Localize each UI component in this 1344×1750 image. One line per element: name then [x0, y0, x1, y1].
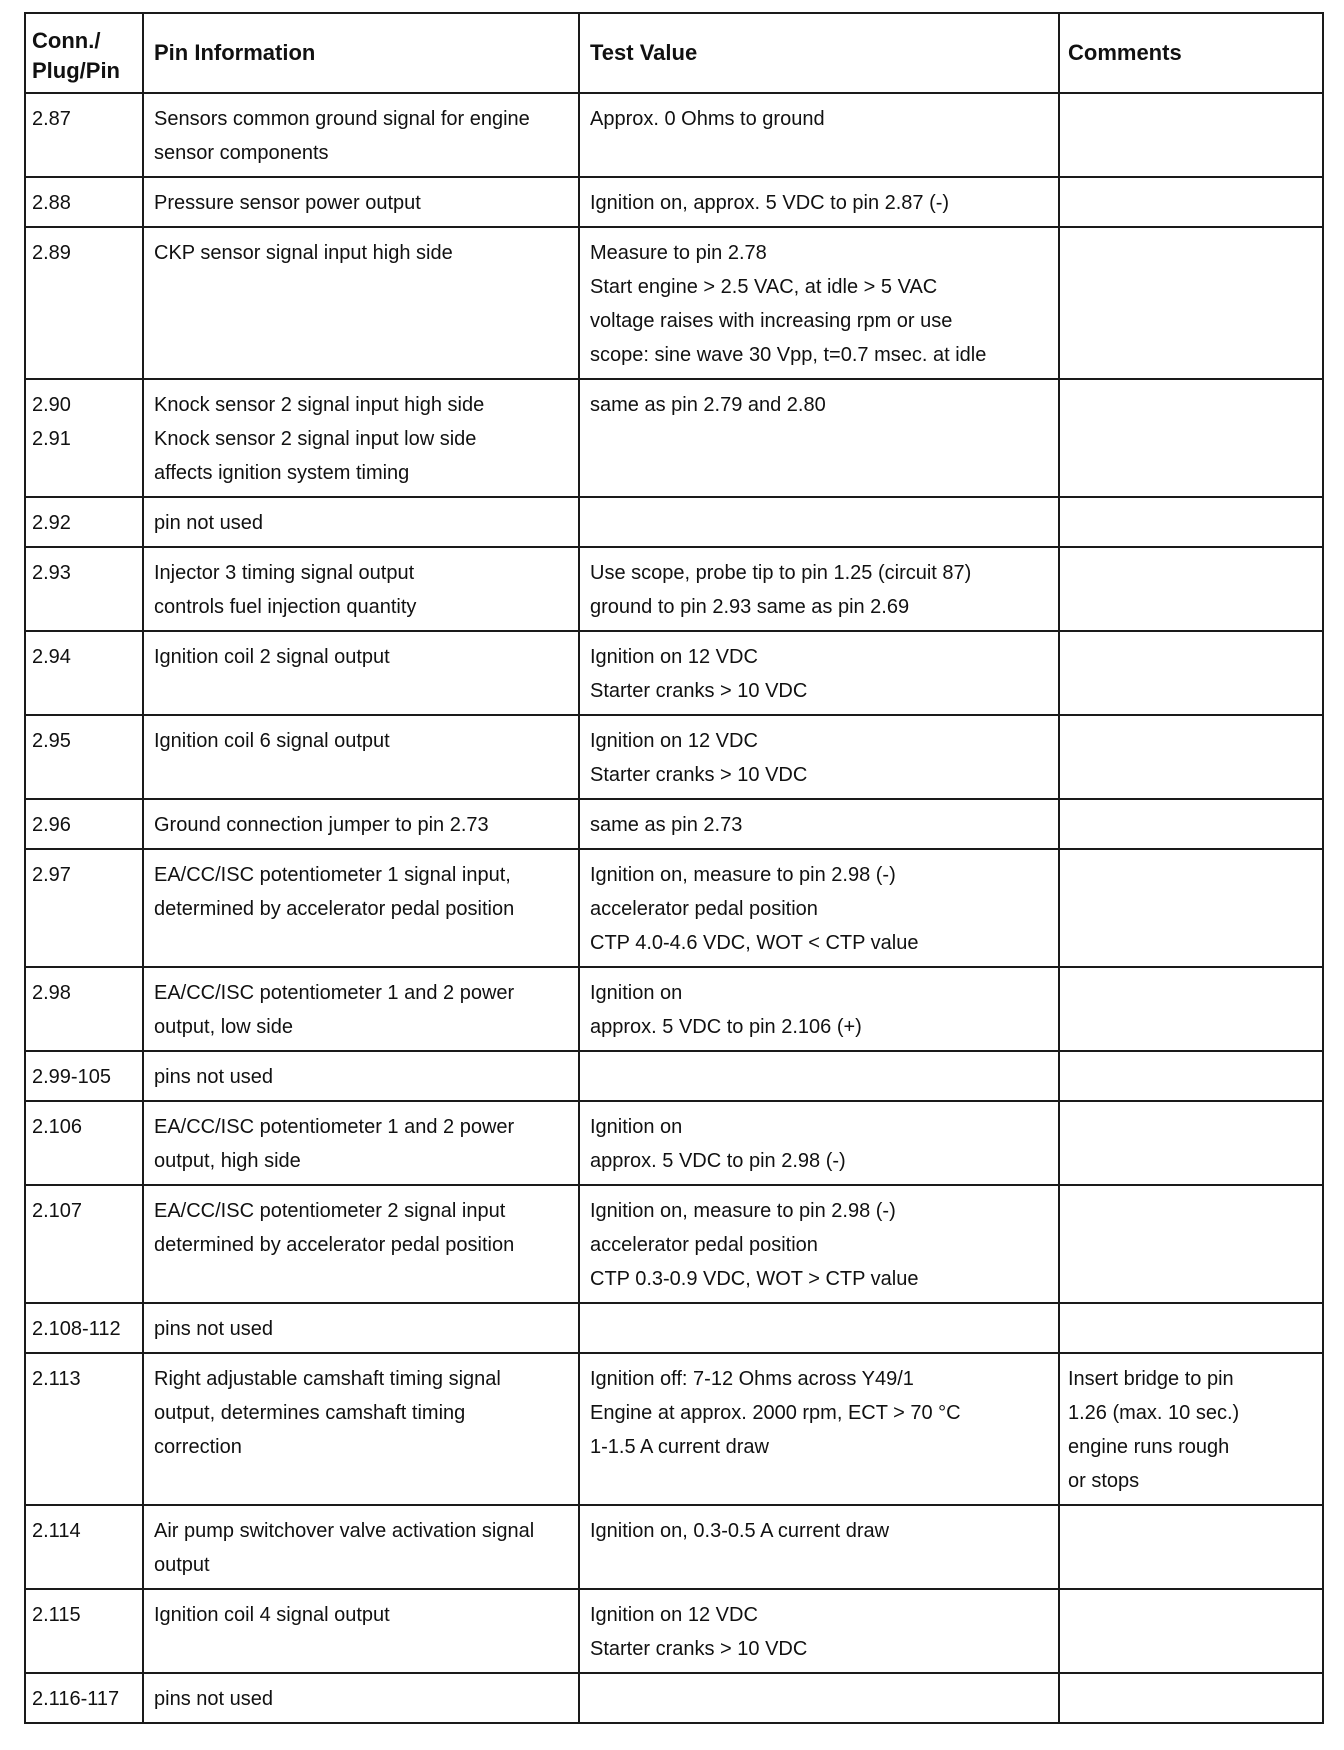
pin-cell	[25, 93, 143, 177]
test-value-cell-line: same as pin 2.73	[590, 814, 743, 836]
pin-info-cell-line: sensor components	[154, 142, 329, 164]
test-value-cell	[579, 1673, 1059, 1723]
pin-cell-line: 2.98	[32, 982, 71, 1004]
pin-info-cell-line: Knock sensor 2 signal input high side	[154, 394, 485, 416]
pin-cell-line: 2.96	[32, 814, 71, 836]
pin-info-cell	[143, 1303, 579, 1353]
header-conn-line-2: Plug/Pin	[32, 58, 120, 83]
pin-info-cell	[143, 799, 579, 849]
pin-cell	[25, 227, 143, 379]
pin-cell-line: 2.94	[32, 646, 71, 668]
pin-info-cell-line: Ignition coil 4 signal output	[154, 1604, 390, 1626]
table-row	[25, 849, 1323, 967]
pin-info-cell-line: pins not used	[154, 1688, 273, 1710]
pin-info-cell-line: EA/CC/ISC potentiometer 1 and 2 power	[154, 982, 515, 1004]
pin-info-cell	[143, 547, 579, 631]
comments-cell	[1059, 227, 1323, 379]
pin-info-cell	[143, 1353, 579, 1505]
test-value-cell-line: approx. 5 VDC to pin 2.98 (-)	[590, 1150, 846, 1172]
pin-info-cell-line: Pressure sensor power output	[154, 192, 421, 214]
table-row	[25, 631, 1323, 715]
table-row	[25, 1185, 1323, 1303]
pin-cell-line: 2.97	[32, 864, 71, 886]
pin-cell	[25, 715, 143, 799]
table-row	[25, 1051, 1323, 1101]
test-value-cell-line: CTP 0.3-0.9 VDC, WOT > CTP value	[590, 1268, 919, 1290]
pin-cell-line: 2.113	[32, 1368, 81, 1390]
comments-cell	[1059, 1101, 1323, 1185]
comments-cell	[1059, 631, 1323, 715]
pin-info-cell-line: pin not used	[154, 512, 263, 534]
comments-cell	[1059, 1185, 1323, 1303]
table-row	[25, 1353, 1323, 1505]
table-row	[25, 715, 1323, 799]
pin-info-cell-line: CKP sensor signal input high side	[154, 242, 453, 264]
test-value-cell-line: Ignition on, 0.3-0.5 A current draw	[590, 1520, 890, 1542]
header-conn-line-1: Conn./	[32, 28, 101, 53]
test-value-cell	[579, 631, 1059, 715]
pin-cell-line: 2.92	[32, 512, 71, 534]
comments-cell	[1059, 93, 1323, 177]
test-value-cell-line: accelerator pedal position	[590, 898, 818, 920]
comments-cell	[1059, 379, 1323, 497]
table-row	[25, 1303, 1323, 1353]
pin-cell-line: 2.116-117	[32, 1688, 120, 1710]
test-value-cell	[579, 1303, 1059, 1353]
pin-info-cell	[143, 631, 579, 715]
table-header-row	[25, 13, 1323, 93]
pin-cell	[25, 631, 143, 715]
pin-info-cell-line: determined by accelerator pedal position	[154, 898, 515, 920]
comments-cell-line: Insert bridge to pin	[1068, 1368, 1234, 1390]
comments-cell	[1059, 849, 1323, 967]
pin-cell-line: 2.87	[32, 108, 71, 130]
pin-cell	[25, 497, 143, 547]
test-value-cell	[579, 379, 1059, 497]
pin-info-cell-line: Air pump switchover valve activation signal	[154, 1520, 535, 1542]
column-header-comments	[1059, 13, 1323, 93]
pin-info-cell-line: EA/CC/ISC potentiometer 1 and 2 power	[154, 1116, 515, 1138]
test-value-cell	[579, 849, 1059, 967]
pin-info-cell-line: Knock sensor 2 signal input low side	[154, 428, 477, 450]
test-value-cell	[579, 227, 1059, 379]
header-comments-label: Comments	[1068, 40, 1182, 65]
test-value-cell	[579, 1051, 1059, 1101]
column-header-conn-plug-pin	[25, 13, 143, 93]
test-value-cell	[579, 1589, 1059, 1673]
test-value-cell-line: Starter cranks > 10 VDC	[590, 680, 808, 702]
pin-cell-line: 2.115	[32, 1604, 81, 1626]
table-row	[25, 497, 1323, 547]
test-value-cell-line: ground to pin 2.93 same as pin 2.69	[590, 596, 910, 618]
pin-cell-line: 2.93	[32, 562, 71, 584]
pin-info-cell	[143, 1185, 579, 1303]
pin-info-cell	[143, 379, 579, 497]
test-value-cell	[579, 715, 1059, 799]
test-value-cell-line: scope: sine wave 30 Vpp, t=0.7 msec. at idle	[590, 344, 987, 366]
pin-cell-line: 2.99-105	[32, 1066, 111, 1088]
test-value-cell	[579, 1101, 1059, 1185]
pin-info-cell	[143, 967, 579, 1051]
pin-cell-line: 2.107	[32, 1200, 83, 1222]
pin-cell-line: 2.89	[32, 242, 71, 264]
table-row	[25, 177, 1323, 227]
table-row	[25, 93, 1323, 177]
table-row	[25, 1505, 1323, 1589]
pin-info-cell-line: output	[154, 1554, 210, 1576]
test-value-cell-line: Ignition on 12 VDC	[590, 1604, 758, 1626]
pin-info-cell	[143, 1101, 579, 1185]
test-value-cell-line: Approx. 0 Ohms to ground	[590, 108, 825, 130]
pin-info-cell	[143, 1505, 579, 1589]
test-value-cell-line: Start engine > 2.5 VAC, at idle > 5 VAC	[590, 276, 938, 298]
pin-cell-line: 2.95	[32, 730, 71, 752]
pin-cell-line: 2.88	[32, 192, 71, 214]
test-value-cell	[579, 1505, 1059, 1589]
test-value-cell-line: Ignition on 12 VDC	[590, 646, 758, 668]
pin-info-cell-line: Right adjustable camshaft timing signal	[154, 1368, 501, 1390]
test-value-cell	[579, 547, 1059, 631]
pin-info-cell-line: pins not used	[154, 1318, 273, 1340]
test-value-cell	[579, 177, 1059, 227]
table-row	[25, 547, 1323, 631]
pin-info-cell-line: output, determines camshaft timing	[154, 1402, 466, 1424]
pin-info-cell	[143, 227, 579, 379]
comments-cell	[1059, 1505, 1323, 1589]
pin-info-cell-line: Ignition coil 2 signal output	[154, 646, 390, 668]
comments-cell	[1059, 1051, 1323, 1101]
test-value-cell-line: Starter cranks > 10 VDC	[590, 1638, 808, 1660]
pin-info-cell-line: Ground connection jumper to pin 2.73	[154, 814, 489, 836]
pin-info-cell	[143, 1589, 579, 1673]
column-header-test-value	[579, 13, 1059, 93]
comments-cell	[1059, 547, 1323, 631]
pin-info-cell	[143, 715, 579, 799]
pin-info-cell-line: controls fuel injection quantity	[154, 596, 417, 618]
pin-information-table	[24, 12, 1324, 1724]
test-value-cell-line: same as pin 2.79 and 2.80	[590, 394, 826, 416]
pin-cell-line: 2.108-112	[32, 1318, 121, 1340]
test-value-cell-line: Ignition off: 7-12 Ohms across Y49/1	[590, 1368, 914, 1390]
comments-cell	[1059, 715, 1323, 799]
test-value-cell-line: accelerator pedal position	[590, 1234, 818, 1256]
test-value-cell	[579, 967, 1059, 1051]
comments-cell	[1059, 1589, 1323, 1673]
pin-info-cell-line: Ignition coil 6 signal output	[154, 730, 390, 752]
test-value-cell	[579, 1353, 1059, 1505]
pin-cell	[25, 799, 143, 849]
header-test-value-label: Test Value	[590, 40, 698, 65]
header-pin-info-label: Pin Information	[154, 40, 316, 65]
pin-cell	[25, 1051, 143, 1101]
pin-info-cell-line: Sensors common ground signal for engine	[154, 108, 530, 130]
comments-cell	[1059, 799, 1323, 849]
test-value-cell-line: Ignition on, measure to pin 2.98 (-)	[590, 1200, 896, 1222]
test-value-cell-line: Ignition on, measure to pin 2.98 (-)	[590, 864, 896, 886]
pin-cell	[25, 1303, 143, 1353]
pin-info-cell-line: EA/CC/ISC potentiometer 2 signal input	[154, 1200, 506, 1222]
table-row	[25, 1589, 1323, 1673]
comments-cell	[1059, 1303, 1323, 1353]
pin-info-cell	[143, 1673, 579, 1723]
test-value-cell-line: Ignition on	[590, 1116, 683, 1138]
table-row	[25, 967, 1323, 1051]
pin-cell	[25, 379, 143, 497]
table-row	[25, 379, 1323, 497]
test-value-cell-line: Starter cranks > 10 VDC	[590, 764, 808, 786]
test-value-cell-line: Engine at approx. 2000 rpm, ECT > 70 °C	[590, 1402, 961, 1424]
pin-cell-line: 2.114	[32, 1520, 81, 1542]
pin-cell	[25, 1101, 143, 1185]
pin-info-cell-line: Injector 3 timing signal output	[154, 562, 415, 584]
test-value-cell	[579, 799, 1059, 849]
comments-cell-line: 1.26 (max. 10 sec.)	[1068, 1402, 1240, 1424]
pin-cell	[25, 1353, 143, 1505]
comments-cell	[1059, 1673, 1323, 1723]
test-value-cell	[579, 93, 1059, 177]
pin-cell	[25, 177, 143, 227]
table-row	[25, 1101, 1323, 1185]
test-value-cell	[579, 1185, 1059, 1303]
pin-info-cell-line: determined by accelerator pedal position	[154, 1234, 515, 1256]
comments-cell-line: engine runs rough	[1068, 1436, 1230, 1458]
table-body	[25, 93, 1323, 1723]
pin-info-cell-line: pins not used	[154, 1066, 273, 1088]
pin-cell-line: 2.90	[32, 394, 71, 416]
test-value-cell-line: approx. 5 VDC to pin 2.106 (+)	[590, 1016, 862, 1038]
pin-info-cell	[143, 1051, 579, 1101]
test-value-cell-line: CTP 4.0-4.6 VDC, WOT < CTP value	[590, 932, 919, 954]
test-value-cell-line: Ignition on	[590, 982, 683, 1004]
test-value-cell-line: 1-1.5 A current draw	[590, 1436, 769, 1458]
comments-cell	[1059, 1353, 1323, 1505]
pin-cell	[25, 1589, 143, 1673]
pin-info-cell-line: output, high side	[154, 1150, 301, 1172]
pin-cell	[25, 967, 143, 1051]
pin-info-cell-line: correction	[154, 1436, 242, 1458]
pin-cell	[25, 1185, 143, 1303]
pin-info-cell	[143, 177, 579, 227]
pin-cell	[25, 849, 143, 967]
pin-cell	[25, 1673, 143, 1723]
pin-cell	[25, 1505, 143, 1589]
comments-cell-line: or stops	[1068, 1470, 1140, 1492]
test-value-cell-line: voltage raises with increasing rpm or use	[590, 310, 953, 332]
table-row	[25, 1673, 1323, 1723]
pin-info-cell	[143, 497, 579, 547]
table-row	[25, 799, 1323, 849]
pin-info-cell-line: EA/CC/ISC potentiometer 1 signal input,	[154, 864, 511, 886]
pin-info-cell	[143, 849, 579, 967]
column-header-pin-information	[143, 13, 579, 93]
pin-info-cell-line: output, low side	[154, 1016, 293, 1038]
comments-cell	[1059, 497, 1323, 547]
test-value-cell-line: Measure to pin 2.78	[590, 242, 767, 264]
pin-info-cell-line: affects ignition system timing	[154, 462, 410, 484]
test-value-cell	[579, 497, 1059, 547]
test-value-cell-line: Ignition on 12 VDC	[590, 730, 758, 752]
test-value-cell-line: Ignition on, approx. 5 VDC to pin 2.87 (-)	[590, 192, 950, 214]
pin-cell	[25, 547, 143, 631]
comments-cell	[1059, 967, 1323, 1051]
comments-cell	[1059, 177, 1323, 227]
pin-cell-line: 2.106	[32, 1116, 83, 1138]
test-value-cell-line: Use scope, probe tip to pin 1.25 (circuit 87)	[590, 562, 972, 584]
pin-info-cell	[143, 93, 579, 177]
pin-cell-line: 2.91	[32, 428, 71, 450]
table-row	[25, 227, 1323, 379]
